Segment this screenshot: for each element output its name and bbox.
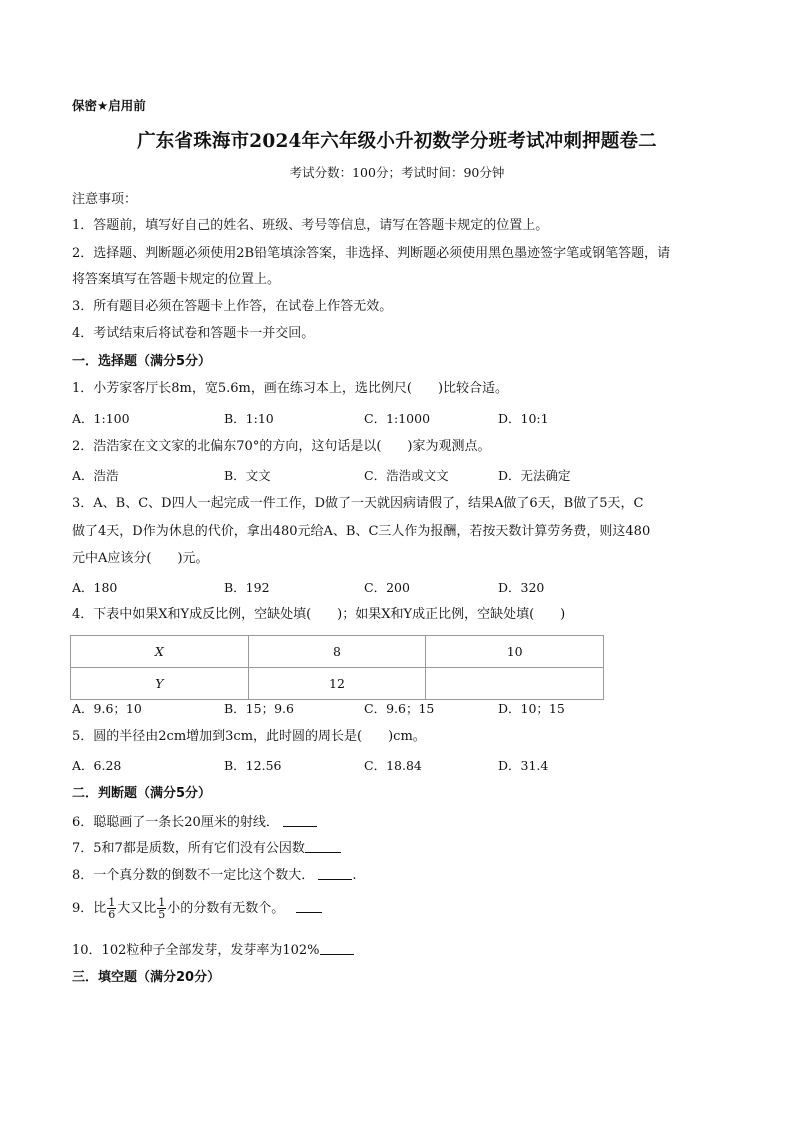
q5-option-d: D．31.4 bbox=[498, 758, 549, 773]
question-3-line-3: 元中A应该分( )元。 bbox=[72, 551, 209, 566]
q4-option-d: D．10；15 bbox=[498, 701, 565, 716]
q4-option-c: C．9.6；15 bbox=[364, 701, 435, 716]
q3-option-c: C．200 bbox=[364, 580, 410, 595]
answer-blank[interactable] bbox=[283, 813, 317, 827]
q8-text: 8．一个真分数的倒数不一定比这个数大． bbox=[72, 868, 315, 883]
q9-text-end: 小的分数有无数个。 bbox=[167, 901, 285, 916]
table-cell: 10 bbox=[426, 636, 604, 668]
confidential-label: 保密★启用前 bbox=[72, 98, 146, 113]
q2-option-c: C．浩浩或文文 bbox=[364, 468, 449, 483]
fraction-one-fifth bbox=[157, 897, 166, 920]
table-cell: 12 bbox=[248, 668, 426, 700]
q2-option-a: A．浩浩 bbox=[72, 468, 119, 483]
fraction-one-sixth bbox=[107, 897, 116, 920]
table-cell: X bbox=[71, 636, 249, 668]
fraction-numerator: 1 bbox=[158, 896, 166, 909]
q5-option-a: A．6.28 bbox=[72, 758, 122, 773]
note-2-line-1: 2．选择题、判断题必须使用2B铅笔填涂答案，非选择、判断题必须使用黑色墨迹签字笔或钢笔答题，请 bbox=[72, 246, 671, 261]
q1-option-a: A．1:100 bbox=[72, 411, 130, 426]
section-2-heading: 二．判断题（满分5分） bbox=[72, 786, 212, 801]
q4-option-b: B．15；9.6 bbox=[224, 701, 294, 716]
note-3: 3．所有题目必须在答题卡上作答，在试卷上作答无效。 bbox=[72, 299, 393, 314]
q3-option-a: A．180 bbox=[72, 580, 118, 595]
question-8 bbox=[72, 866, 357, 885]
q3-option-b: B．192 bbox=[224, 580, 270, 595]
q2-option-b: B．文文 bbox=[224, 468, 271, 483]
q10-text: 10．102粒种子全部发芽，发芽率为102% bbox=[72, 943, 320, 958]
fraction-denominator: 6 bbox=[108, 908, 116, 921]
answer-blank[interactable] bbox=[318, 866, 352, 880]
q1-option-c: C．1:1000 bbox=[364, 411, 431, 426]
answer-blank[interactable] bbox=[305, 839, 341, 853]
fraction-denominator: 5 bbox=[158, 908, 166, 921]
q1-option-b: B．1:10 bbox=[224, 411, 274, 426]
q4-option-a: A．9.6；10 bbox=[72, 701, 142, 716]
question-7 bbox=[72, 839, 341, 858]
notes-heading: 注意事项： bbox=[72, 192, 138, 207]
question-2: 2．浩浩家在文文家的北偏东70°的方向，这句话是以( )家为观测点。 bbox=[72, 439, 491, 454]
q1-option-d: D．10:1 bbox=[498, 411, 549, 426]
answer-blank[interactable] bbox=[320, 941, 354, 955]
note-1: 1．答题前，填写好自己的姓名、班级、考号等信息，请写在答题卡规定的位置上。 bbox=[72, 218, 549, 233]
q5-option-c: C．18.84 bbox=[364, 758, 422, 773]
q9-text-start: 9．比 bbox=[72, 901, 107, 916]
q2-option-d: D．无法确定 bbox=[498, 468, 571, 483]
question-6 bbox=[72, 813, 317, 832]
q5-option-b: B．12.56 bbox=[224, 758, 282, 773]
table-cell: 8 bbox=[248, 636, 426, 668]
q3-option-d: D．320 bbox=[498, 580, 545, 595]
answer-blank[interactable] bbox=[296, 899, 322, 913]
note-2-line-2: 将答案填写在答题卡规定的位置上。 bbox=[72, 272, 281, 287]
section-1-heading: 一．选择题（满分5分） bbox=[72, 354, 212, 369]
exam-meta: 考试分数：100分；考试时间：90分钟 bbox=[289, 165, 505, 180]
question-5: 5．圆的半径由2cm增加到3cm，此时圆的周长是( )cm。 bbox=[72, 729, 426, 744]
q6-text: 6．聪聪画了一条长20厘米的射线． bbox=[72, 815, 279, 830]
question-3-line-2: 做了4天，D作为休息的代价，拿出480元给A、B、C三人作为报酬，若按天数计算劳务费，则这480 bbox=[72, 524, 651, 539]
question-3-line-1: 3．A、B、C、D四人一起完成一件工作，D做了一天就因病请假了，结果A做了6天，B做了5天，C bbox=[72, 496, 644, 511]
q8-period: . bbox=[352, 868, 357, 883]
q9-text-middle: 大又比 bbox=[117, 901, 157, 916]
fraction-numerator: 1 bbox=[108, 896, 116, 909]
question-9 bbox=[72, 896, 322, 922]
question-1: 1．小芳家客厅长8m，宽5.6m，画在练习本上，选比例尺( )比较合适。 bbox=[72, 381, 509, 396]
table-cell: Y bbox=[71, 668, 249, 700]
q7-text: 7．5和7都是质数，所有它们没有公因数 bbox=[72, 841, 305, 856]
question-4: 4．下表中如果X和Y成反比例，空缺处填( )；如果X和Y成正比例，空缺处填( ) bbox=[72, 607, 566, 622]
table-row bbox=[71, 668, 604, 700]
page-title: 广东省珠海市2024年六年级小升初数学分班考试冲刺押题卷二 bbox=[137, 131, 657, 152]
question-10 bbox=[72, 941, 354, 960]
note-4: 4．考试结束后将试卷和答题卡一并交回。 bbox=[72, 326, 315, 341]
xy-table bbox=[70, 635, 604, 700]
table-cell bbox=[426, 668, 604, 700]
table-row bbox=[71, 636, 604, 668]
section-3-heading: 三．填空题（满分20分） bbox=[72, 970, 221, 985]
